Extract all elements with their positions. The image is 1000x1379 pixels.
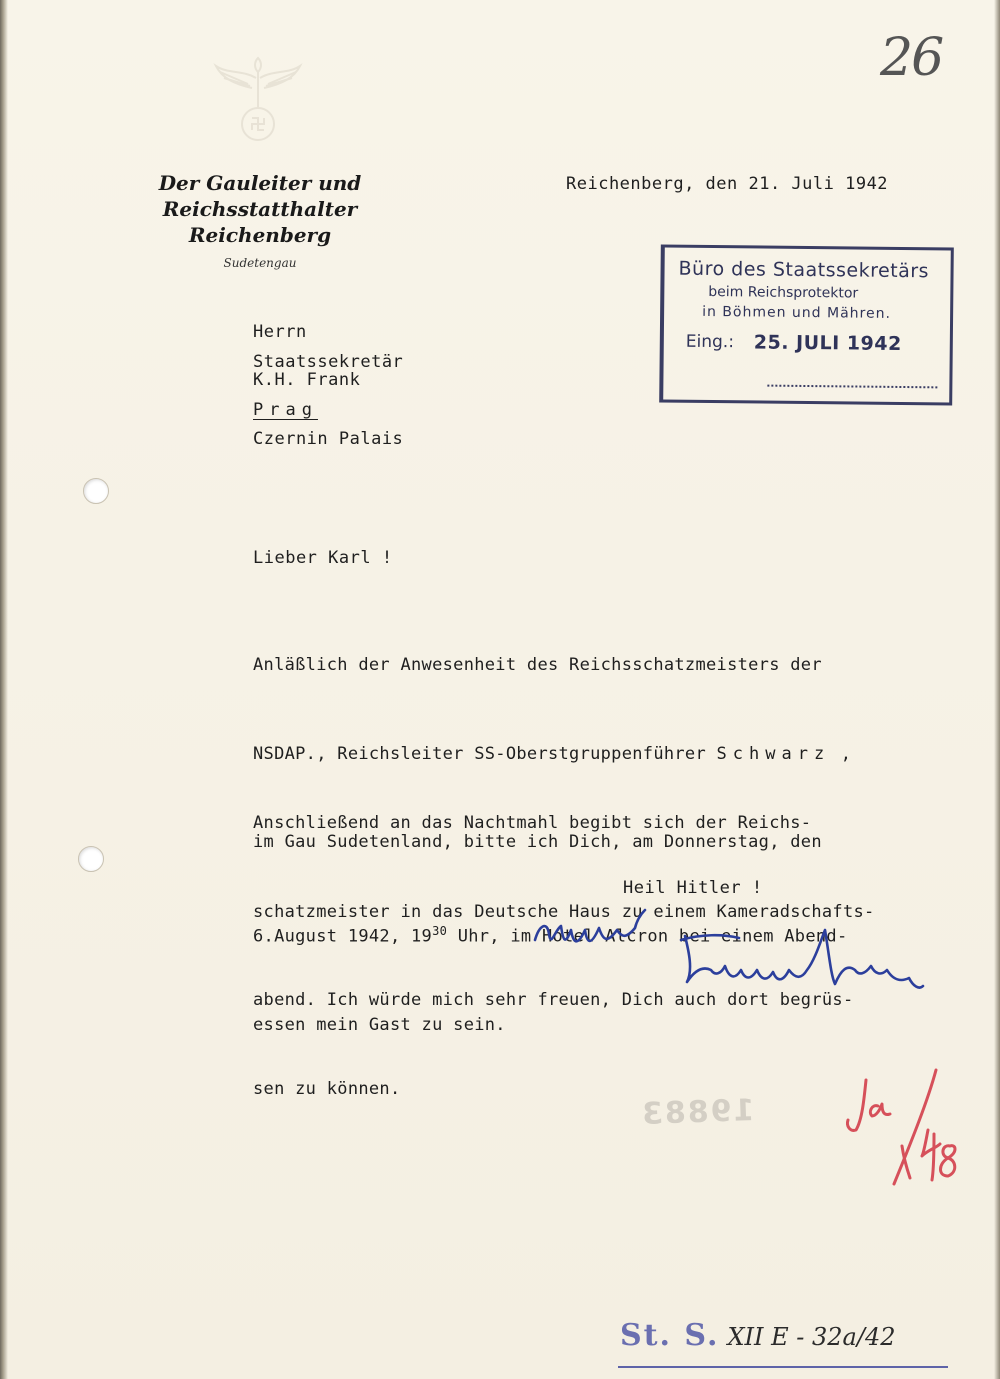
stamp-eing-label: Eing.: [685,331,735,353]
scan-edge-right [994,0,1000,1379]
closing: Heil Hitler ! [623,878,763,898]
address-title: Staatssekretär [253,352,404,372]
faint-mirrored-stamp-number: 19883 [639,1093,755,1132]
body-line: schatzmeister in das Deutsche Haus zu einem Kameradschafts- [253,901,875,922]
punch-hole-top [83,478,109,504]
address-city: Prag [253,400,318,420]
body-text: , [830,743,852,764]
body-text: NSDAP., Reichsleiter SS-Oberstgruppenführer [253,743,717,764]
letterhead-region: Sudetengau [223,256,297,270]
handwritten-signature [525,900,945,1010]
reference-prefix: St. S. [620,1318,720,1353]
red-pencil-annotation [838,1060,978,1200]
stamp-line-3: in Böhmen und Mähren. [702,303,892,322]
file-reference [620,1318,896,1353]
body-line: sen zu können. [253,1078,401,1099]
address-salutation: Herrn [253,322,307,342]
punch-hole-bottom [78,846,104,872]
receipt-stamp [659,244,954,405]
stamp-eing-date: 25. JULI 1942 [753,331,902,355]
body-line: Anschließend an das Nachtmahl begibt sich der Reichs- [253,813,812,833]
letterhead [100,170,420,270]
embossed-eagle-emblem [208,48,308,148]
stamp-line-2: beim Reichsprotektor [708,283,859,302]
body-text: 6.August 1942, 19 [253,926,433,947]
greeting: Lieber Karl ! [253,548,393,568]
body-text: Uhr, im Hotel Alcron bei einem Abend- [447,926,848,947]
page-number: 26 [880,28,943,88]
body-line: Anläßlich der Anwesenheit des Reichsschatzmeisters der [253,655,822,675]
address-building: Czernin Palais [253,429,404,449]
address-name: K.H. Frank [253,370,361,390]
letterhead-city: Reichenberg [188,223,332,247]
time-minutes-superscript: 30 [432,923,448,938]
letterhead-title: Der Gauleiter und Reichsstatthalter [158,171,362,221]
body-line: im Gau Sudetenland, bitte ich Dich, am Donnerstag, den [253,832,822,852]
dateline: Reichenberg, den 21. Juli 1942 [566,174,889,194]
reference-number: XII E - 32a/42 [727,1323,896,1351]
stamp-dotted-line [767,385,937,389]
body-line: abend. Ich würde mich sehr freuen, Dich auch dort begrüs- [253,990,854,1010]
body-line: essen mein Gast zu sein. [253,1014,506,1035]
scan-edge-left [0,0,8,1379]
stamp-line-1: Büro des Staatssekretärs [678,257,930,283]
name-schwarz: Schwarz [716,743,831,764]
reference-underline [618,1366,948,1368]
